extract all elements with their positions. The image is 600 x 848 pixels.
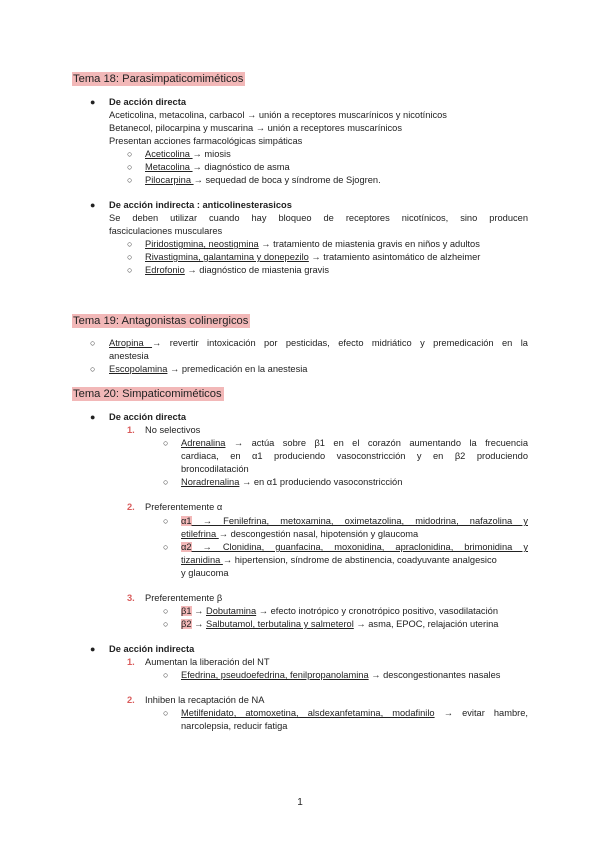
- bullet-icon: ●: [90, 644, 96, 654]
- list-item: Efedrina, pseudoefedrina, fenilpropanolamina → descongestionantes nasales: [181, 670, 501, 680]
- list-item: Metacolina → diagnóstico de asma: [145, 162, 290, 172]
- circle-bullet-icon: ○: [127, 162, 133, 172]
- text-line: Presentan acciones farmacológicas simpáticas: [109, 136, 303, 146]
- list-item: α1 → Fenilefrina, metoxamina, oximetazolina, midodrina, nafazolina y: [181, 516, 528, 526]
- text-line: y glaucoma: [181, 568, 229, 578]
- list-number: 2.: [127, 695, 135, 705]
- subheading-accion-indirecta: De acción indirecta : anticolinesterasicos: [109, 200, 292, 210]
- list-item: β1 → Dobutamina → efecto inotrópico y cronotrópico positivo, vasodilatación: [181, 606, 498, 616]
- circle-bullet-icon: ○: [163, 619, 169, 629]
- text-line: Se deben utilizar cuando hay bloqueo de receptores nicotínicos, sino producen: [109, 213, 528, 223]
- text-line: etilefrina → descongestión nasal, hipotensión y glaucoma: [181, 529, 419, 539]
- list-item: Atropina → revertir intoxicación por pesticidas, efecto midriático y premedicación en la: [109, 338, 528, 348]
- list-item: Piridostigmina, neostigmina → tratamiento de miastenia gravis en niños y adultos: [145, 239, 480, 249]
- circle-bullet-icon: ○: [127, 149, 133, 159]
- list-item: Pilocarpina → sequedad de boca y síndrome de Sjogren.: [145, 175, 381, 185]
- page-number: 1: [297, 797, 303, 808]
- list-label: Preferentemente α: [145, 502, 223, 512]
- list-item: Adrenalina → actúa sobre β1 en el corazón aumentando la frecuencia: [181, 438, 528, 448]
- section-heading-tema-19: Tema 19: Antagonistas colinergicos: [73, 315, 249, 327]
- list-item: Aceticolina → miosis: [145, 149, 231, 159]
- list-item: Metilfenidato, atomoxetina, alsdexanfetamina, modafinilo → evitar hambre,: [181, 708, 528, 718]
- bullet-icon: ●: [90, 97, 96, 107]
- text-line: Aceticolina, metacolina, carbacol → unión a receptores muscarínicos y nicotínicos: [109, 110, 447, 120]
- text-line: broncodilatación: [181, 464, 249, 474]
- text-line: Betanecol, pilocarpina y muscarina → unión a receptores muscarínicos: [109, 123, 402, 133]
- list-item: Rivastigmina, galantamina y donepezilo → tratamiento asintomático de alzheimer: [145, 252, 481, 262]
- section-heading-tema-18: Tema 18: Parasimpaticomiméticos: [73, 73, 244, 85]
- circle-bullet-icon: ○: [163, 516, 169, 526]
- circle-bullet-icon: ○: [163, 708, 169, 718]
- list-number: 3.: [127, 593, 135, 603]
- text-line: cardiaca, en α1 produciendo vasoconstricción y en β2 produciendo: [181, 451, 528, 461]
- circle-bullet-icon: ○: [163, 438, 169, 448]
- list-label: No selectivos: [145, 425, 201, 435]
- circle-bullet-icon: ○: [127, 252, 133, 262]
- subheading-accion-indirecta: De acción indirecta: [109, 644, 195, 654]
- circle-bullet-icon: ○: [127, 265, 133, 275]
- circle-bullet-icon: ○: [163, 542, 169, 552]
- text-line: fasciculaciones musculares: [109, 226, 223, 236]
- list-number: 1.: [127, 425, 135, 435]
- list-label: Aumentan la liberación del NT: [145, 657, 270, 667]
- circle-bullet-icon: ○: [127, 175, 133, 185]
- text-line: tizanidina → hipertension, síndrome de abstinencia, coadyuvante analgesico: [181, 555, 497, 565]
- text-line: narcolepsia, reducir fatiga: [181, 721, 288, 731]
- circle-bullet-icon: ○: [90, 338, 96, 348]
- list-label: Inhiben la recaptación de NA: [145, 695, 265, 705]
- list-label: Preferentemente β: [145, 593, 223, 603]
- list-item: Noradrenalina → en α1 produciendo vasoconstricción: [181, 477, 403, 487]
- section-heading-tema-20: Tema 20: Simpaticomiméticos: [73, 388, 222, 400]
- subheading-accion-directa: De acción directa: [109, 412, 186, 422]
- list-item: Escopolamina → premedicación en la anestesia: [109, 364, 308, 374]
- list-item: β2 → Salbutamol, terbutalina y salmeterol → asma, EPOC, relajación uterina: [181, 619, 499, 629]
- circle-bullet-icon: ○: [90, 364, 96, 374]
- subheading-accion-directa: De acción directa: [109, 97, 186, 107]
- list-item: α2 → Clonidina, guanfacina, moxonidina, apraclonidina, brimonidina y: [181, 542, 528, 552]
- bullet-icon: ●: [90, 412, 96, 422]
- circle-bullet-icon: ○: [163, 670, 169, 680]
- list-item: Edrofonio → diagnóstico de miastenia gravis: [145, 265, 329, 275]
- text-line: anestesia: [109, 351, 149, 361]
- list-number: 1.: [127, 657, 135, 667]
- circle-bullet-icon: ○: [163, 606, 169, 616]
- circle-bullet-icon: ○: [127, 239, 133, 249]
- bullet-icon: ●: [90, 200, 96, 210]
- circle-bullet-icon: ○: [163, 477, 169, 487]
- list-number: 2.: [127, 502, 135, 512]
